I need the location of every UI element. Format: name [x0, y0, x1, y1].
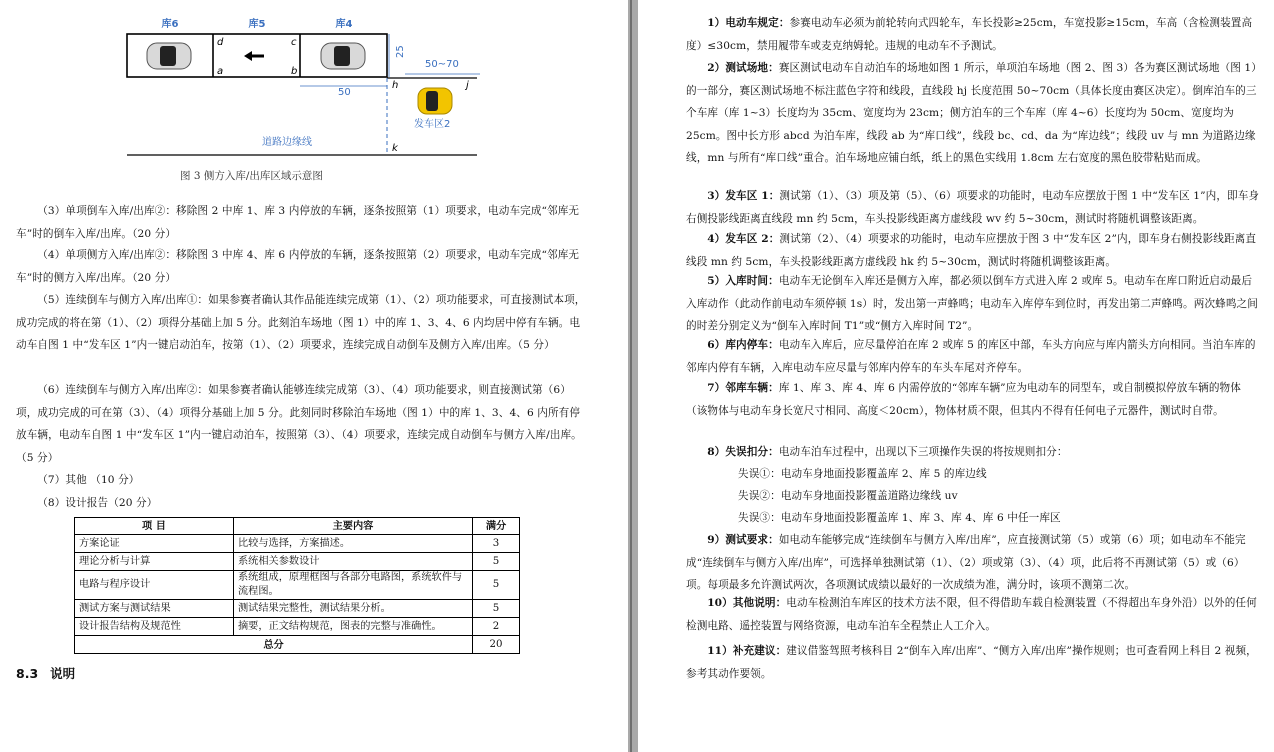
table-cell: 5 — [473, 571, 520, 600]
figure-caption: 图 3 侧方入库/出库区域示意图 — [180, 170, 323, 182]
dim-25-label: 25 — [395, 45, 406, 58]
rule-8-title: 8）失误扣分： — [707, 446, 779, 458]
parked-car-garage-4 — [321, 43, 365, 69]
rule-6 — [686, 334, 1260, 379]
table-header-score: 满分 — [473, 518, 520, 535]
rule-11-title: 11）补充建议： — [707, 645, 787, 657]
section-heading — [16, 664, 87, 682]
table-total-value: 20 — [473, 636, 520, 654]
rule-1-text: 参赛电动车必须为前轮转向式四轮车，车长投影≥25cm，车宽投影≥15cm，车高（含检测装置高度）≤30cm，禁用履带车或麦克纳姆轮。违规的电动车不予测试。 — [686, 17, 1253, 52]
table-cell: 3 — [473, 535, 520, 553]
rule-1 — [686, 12, 1260, 57]
page-gutter — [628, 0, 638, 752]
table-cell: 测试方案与测试结果 — [75, 600, 234, 618]
para-3: （3）单项倒车入库/出库②：移除图 2 中库 1、库 3 内停放的车辆，逐条按照第（1）项要求，电动车完成“邻库无车”时的倒车入库/出库。（20 分） — [16, 205, 580, 240]
point-d: d — [217, 37, 224, 48]
table-row — [75, 571, 520, 600]
table-row — [75, 535, 520, 553]
point-h: h — [392, 80, 399, 91]
table-cell: 2 — [473, 618, 520, 636]
table-row — [75, 600, 520, 618]
table-cell: 系统组成，原理框图与各部分电路图，系统软件与流程图。 — [234, 571, 473, 600]
dim-50-label: 50 — [338, 87, 351, 98]
start-zone-2-label: 发车区2 — [414, 119, 451, 130]
table-cell: 测试结果完整性，测试结果分析。 — [234, 600, 473, 618]
rule-3 — [686, 185, 1260, 230]
table-header-content: 主要内容 — [234, 518, 473, 535]
rule-8 — [686, 441, 1260, 464]
score-table — [74, 517, 520, 654]
table-cell: 5 — [473, 553, 520, 571]
para-6: （6）连续倒车与侧方入库/出库②：如果参赛者确认能够连续完成第（3）、（4）项功能要求，则直接测试第（6）项，成功完成的可在第（3）、（4）项得分基础上加 5 分。此刻同时移除泊车场地（图 1）中的库 1、3、4、6 内所有停放车辆，电动车自图 1 中“发车区 1”内一键启动泊车，按照第（3）、（4）项要求，连续完成自动倒车与侧方入库/出库。（5 分） — [16, 384, 582, 464]
rule-11 — [686, 640, 1260, 685]
rule-2 — [686, 57, 1260, 170]
section-number: 8.3 — [16, 666, 39, 681]
point-k: k — [392, 143, 398, 154]
rule-9-text: 如电动车能够完成“连续倒车与侧方入库/出库”，应直接测试第（5）或第（6）项；如电动车不能完成“连续倒车与侧方入库/出库”，可选择单独测试第（1）、（2）项或第（3）、（4）项，此后将不再测试第（5）或（6）项。每项最多允许测试两次，各项测试成绩以最好的一次成绩为准，满分时，该项不测第二次。 — [686, 534, 1246, 592]
fault-item-3: 失误③：电动车身地面投影覆盖库 1、库 3、库 4、库 6 中任一库区 — [738, 512, 1061, 524]
table-total-label: 总分 — [75, 636, 473, 654]
rule-2-text: 赛区测试电动车自动泊车的场地如图 1 所示，单项泊车场地（图 2、图 3）各为赛区测试场地（图 1）的一部分，赛区测试场地不标注蓝色字符和线段，直线段 hj 长度范围 50~70cm（具体长度由赛区决定）。倒库泊车的三个车库（库 1~3）长度均为 35cm、宽度均为 23cm；侧方泊车的三个车库（库 4~6）长度均为 50cm、宽度均为 25cm。图中长方形 abcd 为泊车库，线段 ab 为“库口线”，线段 bc、cd、da 为“库边线”；线段 uv 与 mn 为道路边缘线，mn 与所有“库口线”重合。泊车场地应铺白纸，纸上的黑色实线用 1.8cm 左右宽度的黑色胶带粘贴而成。 — [686, 62, 1257, 165]
para-4: （4）单项侧方入库/出库②：移除图 3 中库 4、库 6 内停放的车辆，逐条按照第（2）项要求，电动车完成“邻库无车”时的侧方入库/出库。（20 分） — [16, 249, 580, 284]
side-parking-diagram — [0, 0, 628, 165]
rule-1-title: 1）电动车规定： — [707, 17, 790, 29]
rule-4-title: 4）发车区 2： — [707, 233, 780, 245]
point-a: a — [217, 66, 224, 77]
rule-7-text: 库 1、库 3、库 4、库 6 内需停放的“邻库车辆”应为电动车的同型车，或自制模拟停放车辆的物体（该物体与电动车身长宽尺寸相同、高度＜20cm），物体材质不限，但其内不得有任何电子元器件，测试时自带。 — [686, 382, 1241, 417]
road-edge-label: 道路边缘线 — [262, 137, 312, 148]
rule-5-text: 电动车无论倒车入库还是侧方入库，都必须以倒车方式进入库 2 或库 5。电动车在库口附近启动最后入库动作（此动作前电动车须停顿 1s）时，发出第一声蜂鸣；电动车入库停车到位时，再发出第二声蜂鸣。两次蜂鸣之间的时差分别定义为“倒车入库时间 T1”或“侧方入库时间 T2”。 — [686, 275, 1258, 333]
rule-6-title: 6）库内停车： — [707, 339, 779, 351]
table-cell: 电路与程序设计 — [75, 571, 234, 600]
rule-6-text: 电动车入库后，应尽量停泊在库 2 或库 5 的库区中部，车头方向应与库内箭头方向相同。当泊车库的邻库内停有车辆，入库电动车应尽量与邻库内停车的车头车尾对齐停车。 — [686, 339, 1256, 374]
direction-arrow-icon — [244, 51, 264, 61]
fault-item-2: 失误②：电动车身地面投影覆盖道路边缘线 uv — [738, 490, 958, 502]
garage-label-4: 库4 — [335, 19, 353, 30]
para-5: （5）连续倒车与侧方入库/出库①：如果参赛者确认其作品能连续完成第（1）、（2）项功能要求，可直接测试本项，成功完成的将在第（1）、（2）项得分基础上加 5 分。此刻泊车场地（图 1）中的库 1、3、4、6 内均居中停有车辆。电动车自图 1 中“发车区 1”内一键启动泊车，按第（1）、（2）项要求，连续完成自动倒车及侧方入库/出库。（5 分） — [16, 294, 586, 352]
dim-50-70-label: 50~70 — [425, 59, 459, 70]
table-row — [75, 618, 520, 636]
point-c: c — [291, 37, 297, 48]
rule-5-title: 5）入库时间： — [707, 275, 779, 287]
rule-5 — [686, 270, 1260, 338]
table-cell: 5 — [473, 600, 520, 618]
left-page — [0, 0, 628, 752]
table-header-item: 项 目 — [75, 518, 234, 535]
rule-10 — [686, 592, 1260, 637]
rule-10-title: 10）其他说明： — [707, 597, 787, 609]
fault-item-1: 失误①：电动车身地面投影覆盖库 2、库 5 的库边线 — [738, 468, 987, 480]
table-cell: 比较与选择，方案描述。 — [234, 535, 473, 553]
table-cell: 方案论证 — [75, 535, 234, 553]
table-header-row — [75, 518, 520, 535]
rule-2-title: 2）测试场地： — [707, 62, 779, 74]
rule-8-text: 电动车泊车过程中，出现以下三项操作失误的将按规则扣分： — [778, 446, 1068, 458]
rule-7 — [686, 377, 1260, 422]
garage-label-5: 库5 — [248, 19, 266, 30]
table-cell: 摘要，正文结构规范，图表的完整与准确性。 — [234, 618, 473, 636]
rule-9 — [686, 529, 1260, 597]
garage-label-6: 库6 — [161, 19, 179, 30]
point-j: j — [466, 80, 469, 91]
rule-7-title: 7）邻库车辆： — [707, 382, 779, 394]
rule-9-title: 9）测试要求： — [707, 534, 779, 546]
parked-car-garage-6 — [147, 43, 191, 69]
table-cell: 系统相关参数设计 — [234, 553, 473, 571]
right-page — [638, 0, 1274, 752]
table-total-row — [75, 636, 520, 654]
rule-4-text: 测试第（2）、（4）项要求的功能时，电动车应摆放于图 3 中“发车区 2”内，即车身右侧投影线距离直线段 mn 约 5cm，车头投影线距离方虚线段 hk 约 5~30cm，测试时将随机调整该距离。 — [686, 233, 1257, 268]
rule-4 — [686, 228, 1260, 273]
start-car-yellow — [418, 88, 452, 114]
para-7: （7）其他 （10 分） — [37, 474, 140, 486]
section-title: 说明 — [50, 666, 76, 681]
table-cell: 理论分析与计算 — [75, 553, 234, 571]
rule-10-text: 电动车检测泊车库区的技术方法不限，但不得借助车载自检测装置（不得超出车身外沿）以外的任何检测电路、遥控装置与网络资源，电动车泊车全程禁止人工介入。 — [686, 597, 1257, 632]
point-b: b — [291, 66, 298, 77]
table-cell: 设计报告结构及规范性 — [75, 618, 234, 636]
rule-3-title: 3）发车区 1： — [707, 190, 780, 202]
para-8: （8）设计报告（20 分） — [37, 497, 158, 509]
rule-3-text: 测试第（1）、（3）项及第（5）、（6）项要求的功能时，电动车应摆放于图 1 中“发车区 1”内，即车身右侧投影线距离直线段 mn 约 5cm，车头投影线距离方虚线段 wv 约 5~30cm，测试时将随机调整该距离。 — [686, 190, 1260, 225]
table-row — [75, 553, 520, 571]
rule-11-text: 建议借鉴驾照考核科目 2“倒车入库/出库”、“侧方入库/出库”操作规则；也可查看网上科目 2 视频，参考其动作要领。 — [686, 645, 1257, 680]
